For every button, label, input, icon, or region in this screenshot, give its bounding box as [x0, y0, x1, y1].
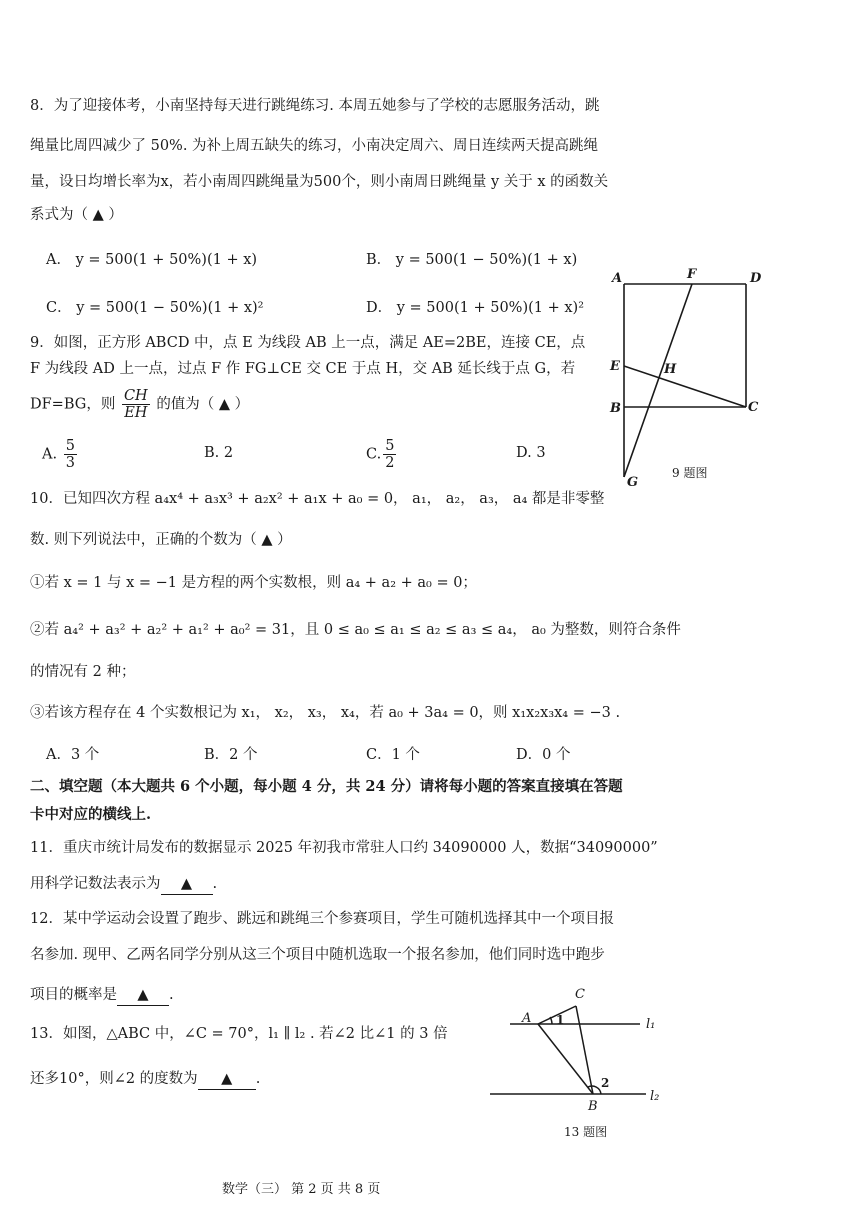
label-b: B [588, 1099, 598, 1114]
q11-line2-end: . [212, 876, 218, 892]
q9-fraction-ch-eh [122, 388, 150, 421]
section2-heading-cont: 卡中对应的横线上. [30, 806, 152, 823]
q13-line2 [30, 1069, 260, 1090]
q9-option-a-den: 3 [65, 455, 75, 471]
q10-line2: 数. 则下列说法中，正确的个数为（ ▲ ） [30, 532, 292, 548]
q11-answer-blank[interactable]: ▲ [161, 874, 213, 895]
label-d: D [750, 271, 762, 286]
q9-fraction-denominator: EH [124, 405, 148, 421]
q9-line1: 9．如图，正方形 ABCD 中，点 E 为线段 AB 上一点，满足 AE=2BE，连接 CE，点 [30, 335, 586, 351]
segment-fg [624, 284, 692, 477]
q10-statement-2: ②若 a₄² + a₃² + a₂² + a₁² + a₀² = 31，且 0 ≤ a₀ ≤ a₁ ≤ a₂ ≤ a₃ ≤ a₄， a₀ 为整数，则符合条件 [30, 622, 681, 638]
q8-line3: 量，设日均增长率为x，若小南周四跳绳量为500个，则小南周日跳绳量 y 关于 x 的函数关 [30, 174, 609, 190]
q9-line3-end: 的值为（ ▲ ） [156, 396, 250, 413]
q12-line1: 12．某中学运动会设置了跑步、跳远和跳绳三个参赛项目，学生可随机选择其中一个项目报 [30, 911, 614, 927]
q9-line3-start: DF=BG，则 [30, 396, 116, 413]
q13-line2-end: . [255, 1071, 261, 1087]
label-angle-2: 2 [601, 1076, 610, 1090]
q9-option-d: D. 3 [516, 445, 546, 461]
q9-option-a-num: 5 [65, 438, 75, 454]
q8-line4: 系式为（ ▲ ） [30, 207, 123, 223]
q13-figure [480, 980, 680, 1145]
q9-option-a-fraction [64, 438, 77, 471]
q13-answer-blank[interactable]: ▲ [198, 1069, 256, 1090]
q10-statement-2-cont: 的情况有 2 种； [30, 664, 136, 680]
label-c: C [748, 400, 759, 415]
q12-line3 [30, 985, 174, 1006]
page-footer: 数学（三） 第 2 页 共 8 页 [222, 1182, 381, 1197]
q11-line1: 11．重庆市统计局发布的数据显示 2025 年初我市常驻人口约 34090000 人，数据“34090000” [30, 840, 658, 856]
q9-option-c [366, 438, 398, 471]
label-e: E [610, 359, 620, 374]
label-f: F [687, 267, 697, 282]
q13-figure-caption: 13 题图 [564, 1125, 608, 1139]
q10-option-d: D．0 个 [516, 747, 571, 763]
q9-figure-caption: 9 题图 [672, 466, 708, 480]
q8-option-d: D． y = 500(1 + 50%)(1 + x)² [366, 300, 585, 316]
label-angle-1: 1 [556, 1013, 565, 1027]
q9-line3 [30, 388, 249, 421]
q10-line1: 10．已知四次方程 a₄x⁴ + a₃x³ + a₂x² + a₁x + a₀ = 0， a₁， a₂， a₃， a₄ 都是非零整 [30, 491, 605, 507]
q9-option-a [42, 438, 79, 471]
q13-line2-text: 还多10°，则∠2 的度数为 [30, 1071, 198, 1087]
q8-line2: 绳量比周四减少了 50%. 为补上周五缺失的练习，小南决定周六、周日连续两天提高跳绳 [30, 138, 599, 154]
label-a: A [612, 271, 623, 286]
q10-statement-1: ①若 x = 1 与 x = −1 是方程的两个实数根，则 a₄ + a₂ + a₀ = 0； [30, 575, 477, 591]
label-l1: l₁ [646, 1017, 656, 1032]
segment-ab [538, 1024, 593, 1094]
q11-line2 [30, 874, 217, 895]
label-a: A [522, 1011, 532, 1026]
q12-line2: 名参加. 现甲、乙两名同学分别从这三个项目中随机选取一个报名参加，他们同时选中跑步 [30, 947, 605, 963]
q8-option-c: C． y = 500(1 − 50%)(1 + x)² [46, 300, 264, 316]
segment-cb [576, 1006, 593, 1094]
label-h: H [664, 362, 677, 377]
q13-line1: 13．如图，△ABC 中，∠C = 70°，l₁ ∥ l₂ . 若∠2 比∠1 的 3 倍 [30, 1026, 448, 1042]
q9-option-c-label: C. [366, 446, 382, 463]
q11-line2-text: 用科学记数法表示为 [30, 876, 161, 892]
q8-option-b: B． y = 500(1 − 50%)(1 + x) [366, 252, 578, 268]
q10-option-b: B．2 个 [204, 747, 258, 763]
q10-option-a: A．3 个 [46, 747, 100, 763]
label-g: G [627, 475, 639, 490]
q9-option-c-num: 5 [385, 438, 395, 454]
segment-ec [624, 366, 746, 407]
q9-option-c-fraction [383, 438, 396, 471]
label-b: B [610, 401, 621, 416]
q8-option-a: A． y = 500(1 + 50%)(1 + x) [46, 252, 258, 268]
label-c: C [575, 987, 585, 1002]
q9-option-c-den: 2 [385, 455, 395, 471]
q10-statement-3: ③若该方程存在 4 个实数根记为 x₁， x₂， x₃， x₄，若 a₀ + 3a₄ = 0，则 x₁x₂x₃x₄ = −3 . [30, 705, 621, 721]
q12-line3-end: . [169, 987, 174, 1003]
q9-option-b: B. 2 [204, 445, 234, 461]
label-l2: l₂ [650, 1089, 660, 1104]
section2-heading: 二、填空题（本大题共 6 个小题，每小题 4 分，共 24 分）请将每小题的答案直接填在答题 [30, 778, 623, 795]
q12-answer-blank[interactable]: ▲ [117, 985, 169, 1006]
q12-line3-text: 项目的概率是 [30, 987, 117, 1003]
q9-fraction-numerator: CH [123, 388, 148, 404]
q10-option-c: C．1 个 [366, 747, 420, 763]
q8-line1: 8．为了迎接体考，小南坚持每天进行跳绳练习. 本周五她参与了学校的志愿服务活动，跳 [30, 98, 600, 114]
q9-line2: F 为线段 AD 上一点，过点 F 作 FG⊥CE 交 CE 于点 H，交 AB 延长线于点 G，若 [30, 361, 576, 377]
q9-option-a-label: A. [42, 446, 58, 463]
q9-figure [600, 262, 775, 492]
